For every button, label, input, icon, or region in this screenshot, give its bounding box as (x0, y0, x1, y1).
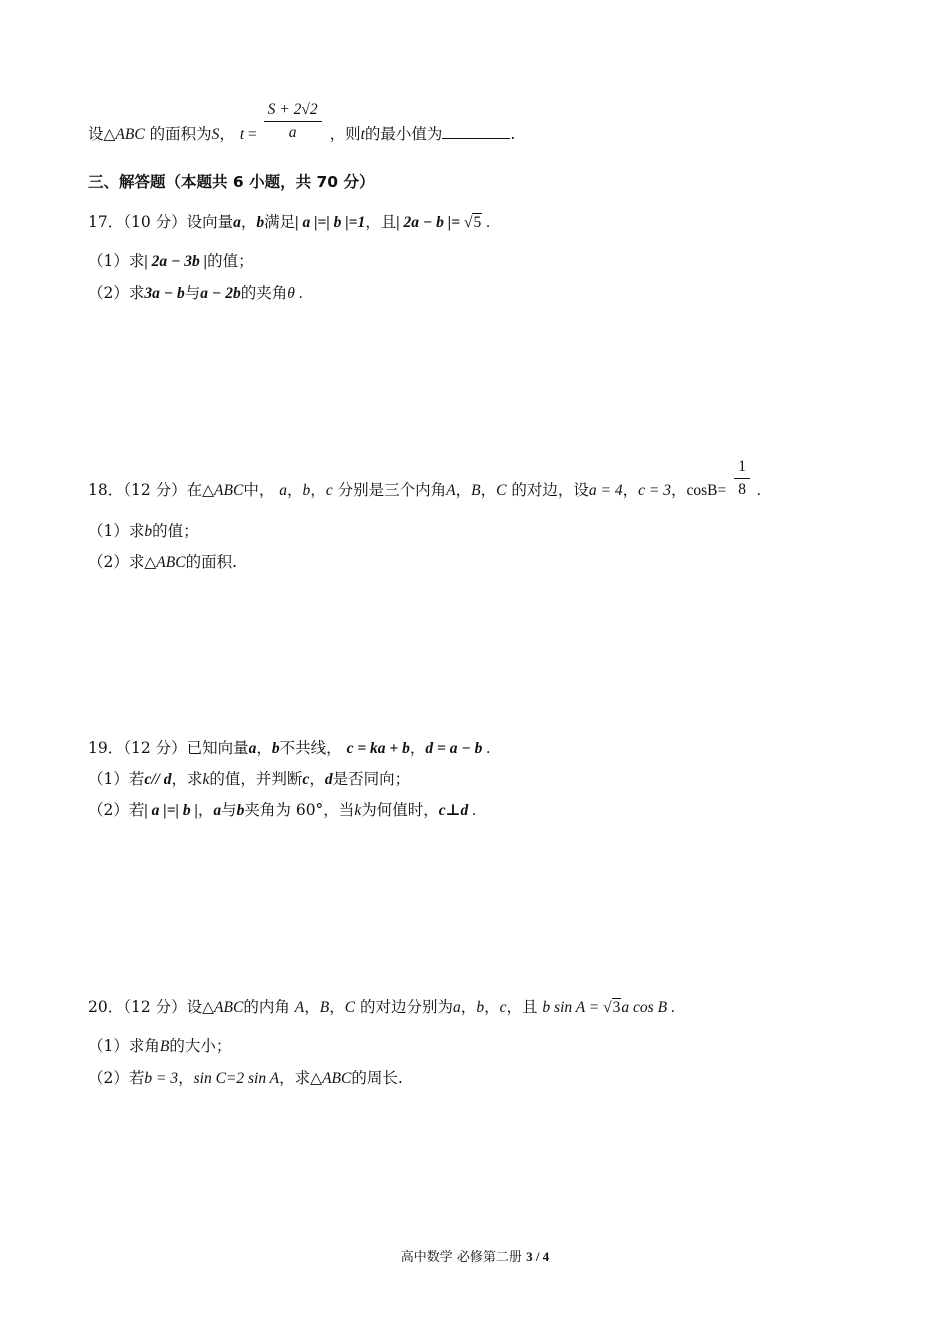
page-number: 3 / 4 (526, 1249, 550, 1264)
text: （1）求 (88, 252, 145, 270)
text: 17．（10 分）设向量 (88, 213, 234, 231)
math: C (496, 482, 507, 499)
math: d (324, 771, 333, 788)
text: 的对边分别为 (360, 998, 454, 1016)
math: b (144, 523, 153, 540)
math: θ (287, 285, 295, 302)
math: 3a − b (144, 285, 185, 302)
fraction-denominator: a (288, 123, 297, 141)
text: 的夹角 (240, 284, 288, 302)
text: 满足 (264, 213, 296, 231)
text: （2）求 (88, 284, 145, 302)
text: ， (310, 481, 326, 499)
text: 的值； (207, 252, 254, 270)
math: b sin A = (542, 999, 604, 1016)
math: a (279, 482, 288, 499)
math: | 2a − 3b | (144, 253, 208, 270)
text: ，则 (329, 125, 361, 143)
text: 19．（12 分）已知向量 (88, 739, 249, 757)
text: . (752, 482, 761, 499)
math: A (446, 482, 456, 499)
text: 是否同向； (332, 770, 411, 788)
text: 的周长. (351, 1069, 403, 1087)
math: c = ka + b (346, 740, 410, 757)
text: ， (309, 770, 325, 788)
q20-part1 (88, 1036, 231, 1057)
math: ABC (156, 554, 186, 571)
fraction (734, 456, 750, 501)
sqrt: √5 (463, 214, 482, 231)
page-footer (0, 1246, 950, 1265)
text: 的面积为 (149, 125, 212, 143)
q17-part1 (88, 251, 254, 272)
radicand: 5 (473, 214, 482, 231)
math: c// d (144, 771, 172, 788)
math: c⊥d (438, 802, 469, 819)
text: ， (287, 481, 303, 499)
q19-stem (88, 738, 490, 759)
math: a (453, 999, 461, 1016)
text: 的对边，设 (511, 481, 589, 499)
math: b (271, 740, 280, 757)
text: ，求 (171, 770, 203, 788)
text: 的大小； (169, 1037, 232, 1055)
fraction (264, 99, 322, 144)
text: ， (219, 125, 235, 143)
math: | a |=| b |=1 (295, 214, 366, 231)
q17-stem (88, 212, 490, 233)
math: a cos B (621, 999, 668, 1016)
text: ，且 (506, 998, 538, 1016)
math: b (476, 999, 485, 1016)
text: 不共线， (279, 739, 342, 757)
math: | a |=| b | (144, 802, 198, 819)
text: ， (480, 481, 497, 499)
text: 的内角 (243, 998, 290, 1016)
math: d = a − b (425, 740, 483, 757)
math: ABC (322, 1070, 352, 1087)
text: ， (622, 481, 639, 499)
q19-part2 (88, 800, 476, 821)
math: b (236, 802, 245, 819)
math: c (325, 482, 333, 499)
math: c = 3 (638, 482, 671, 499)
math: b = 3 (144, 1070, 179, 1087)
math: b (302, 482, 311, 499)
math: a (213, 802, 222, 819)
q20-stem (88, 997, 675, 1018)
text: （2）若 (88, 801, 145, 819)
math: B (471, 482, 481, 499)
text: 设△ (88, 125, 116, 143)
sqrt: √3 (603, 999, 621, 1016)
text: . (510, 125, 516, 143)
math: k (354, 802, 362, 819)
q18-part2 (88, 552, 237, 573)
q18-part1 (88, 521, 199, 542)
text: 的值，并判断 (209, 770, 303, 788)
text: （2）若 (88, 1069, 145, 1087)
math: cosB= (686, 482, 727, 499)
fraction-numerator: S + 2√2 (264, 99, 322, 122)
text: （1）若 (88, 770, 145, 788)
fraction-denominator: 8 (738, 480, 746, 498)
text: 20．（12 分）设△ (88, 998, 215, 1016)
text: （2）求△ (88, 553, 157, 571)
text: . (667, 999, 675, 1016)
text: ，求△ (279, 1069, 323, 1087)
answer-blank (442, 124, 510, 139)
text: ， (178, 1069, 194, 1087)
text: ， (304, 998, 320, 1016)
text: （1）求 (88, 522, 145, 540)
math: c (302, 771, 310, 788)
q20-part2 (88, 1068, 403, 1089)
text: ， (671, 481, 687, 499)
fraction-numerator: 1 (734, 456, 750, 479)
text: ，且 (365, 213, 397, 231)
math: ABC (115, 126, 145, 143)
math: ABC (214, 482, 244, 499)
text: 的最小值为 (364, 125, 443, 143)
math: ABC (214, 999, 244, 1016)
math: k (202, 771, 210, 788)
math: S (211, 126, 220, 143)
section-heading: 三、解答题（本题共 6 小题，共 70 分） (88, 173, 375, 191)
q19-part1 (88, 769, 410, 790)
text: 为何值时， (361, 801, 439, 819)
text: ， (256, 739, 272, 757)
text: 夹角为 60°，当 (244, 801, 355, 819)
text: ， (409, 739, 426, 757)
math: t (239, 126, 245, 143)
footer-text: 高中数学 必修第二册 (400, 1250, 527, 1265)
intro-line (88, 100, 516, 145)
text: ， (460, 998, 477, 1016)
math: a = 4 (588, 482, 623, 499)
text: ， (240, 213, 257, 231)
math: = (244, 126, 261, 143)
q18-stem (88, 457, 761, 501)
text: 与 (221, 801, 237, 819)
math: sin C=2 sin A (193, 1070, 280, 1087)
text: 18．（12 分）在△ (88, 481, 215, 499)
math: b (256, 214, 265, 231)
q17-part2 (88, 283, 303, 304)
text: 的面积. (185, 553, 238, 571)
text: （1）求角 (88, 1037, 160, 1055)
math: C (344, 999, 356, 1016)
text: . (482, 740, 491, 757)
text: 的值； (152, 522, 199, 540)
text: ， (455, 481, 472, 499)
text: . (482, 214, 490, 231)
math: t (360, 126, 365, 143)
text: . (468, 802, 476, 819)
text: . (294, 285, 303, 302)
text: 中， (243, 481, 275, 499)
math: a (233, 214, 241, 231)
text: 分别是三个内角 (337, 481, 447, 499)
math: B (319, 999, 330, 1016)
math: B (159, 1038, 170, 1055)
math: a (248, 740, 257, 757)
radicand: 3 (612, 999, 621, 1016)
math: c (499, 999, 507, 1016)
text: 与 (184, 284, 201, 302)
text: ， (329, 998, 345, 1016)
math: | 2a − b |= (396, 214, 464, 231)
text: ， (484, 998, 500, 1016)
text: ， (197, 801, 214, 819)
math: a − 2b (200, 285, 241, 302)
math: A (294, 999, 305, 1016)
